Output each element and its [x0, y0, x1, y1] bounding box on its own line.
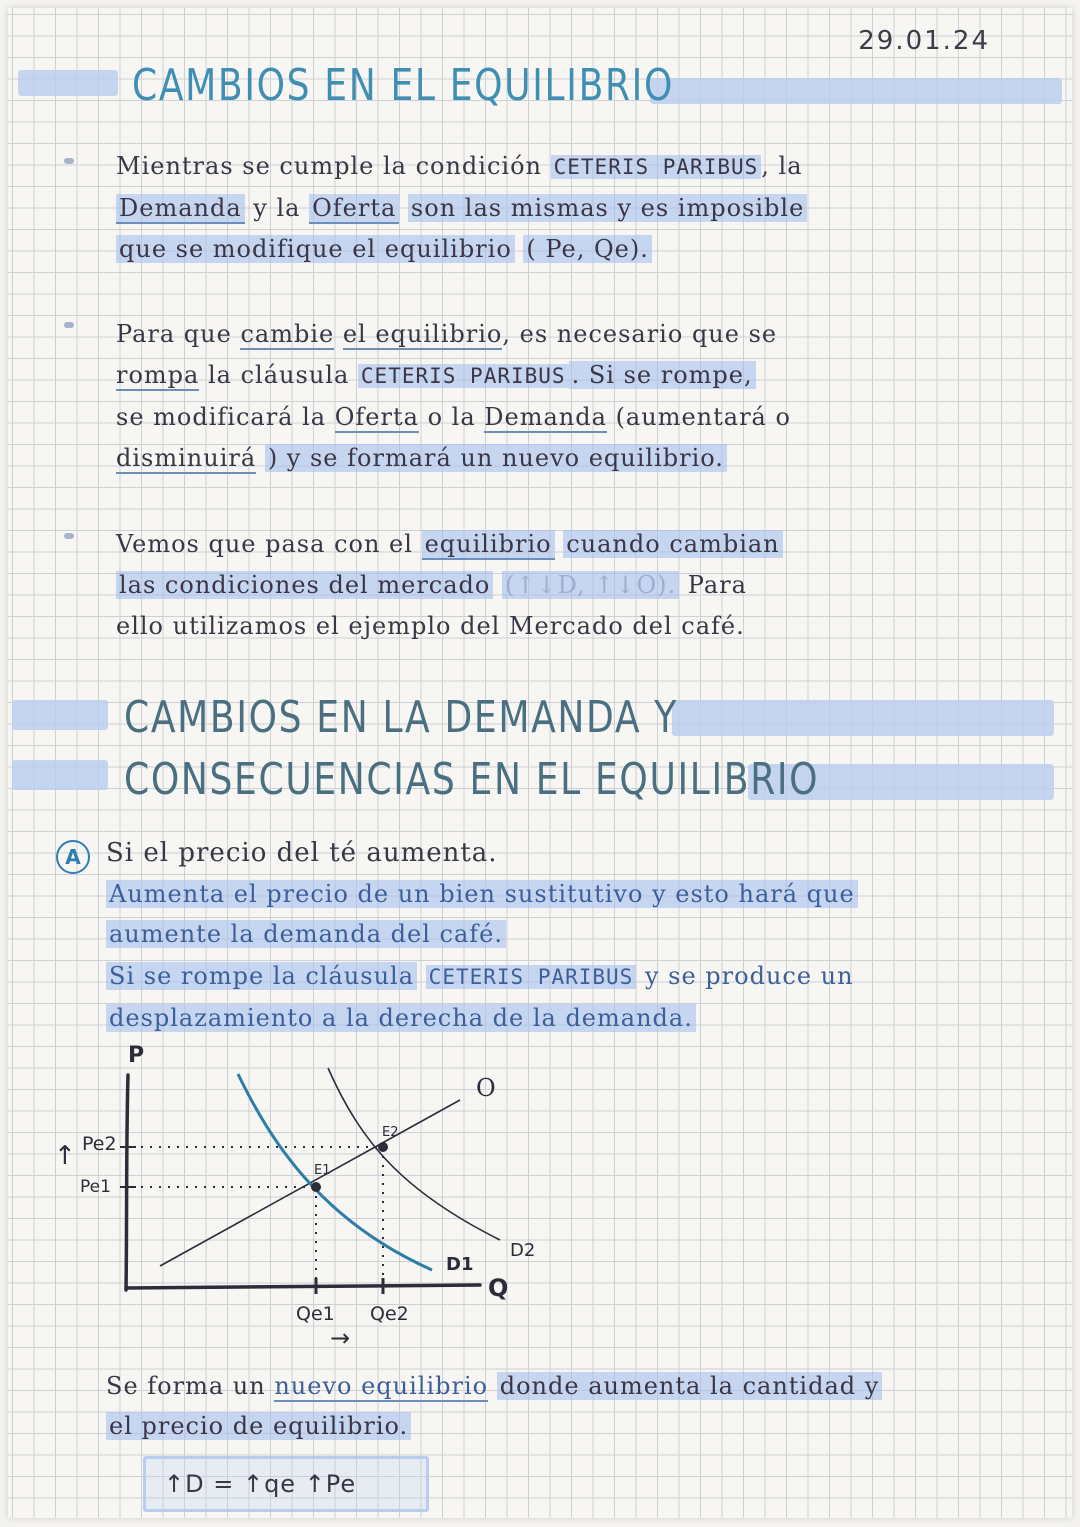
date: 29.01.24	[858, 26, 990, 56]
paragraph-3	[116, 524, 1016, 647]
p2-text: se modificará la	[116, 403, 327, 431]
e1-label: E1	[314, 1163, 331, 1178]
conclusion-text: Se forma un	[106, 1372, 266, 1400]
p3-text: ello utilizamos el ejemplo del Mercado del café.	[116, 612, 745, 640]
p2-text: . Si se rompe,	[569, 361, 756, 389]
p2-ceteris: CETERIS PARIBUS	[358, 364, 569, 388]
p1-demanda: Demanda	[116, 194, 245, 224]
p1-ceteris: CETERIS PARIBUS	[551, 155, 762, 179]
section-a-text: aumente la demanda del café.	[106, 920, 506, 948]
title2-highlight-right-1	[672, 700, 1054, 736]
p1-text: que se modifique el equilibrio	[116, 235, 515, 263]
section-a-marker: A	[56, 840, 90, 874]
bullet-1	[64, 158, 74, 164]
p2-text: o la	[427, 403, 476, 431]
up-arrow: ↑	[54, 1141, 76, 1171]
p2-text: (aumentará o	[615, 403, 791, 431]
demand-curve-d1	[238, 1074, 432, 1270]
p1-text: y la	[253, 194, 301, 222]
p2-text: Para que	[116, 320, 232, 348]
p2-disminuira: disminuirá	[116, 444, 257, 472]
conclusion-text: donde aumenta la cantidad y	[497, 1372, 883, 1400]
x-axis-label: Q	[488, 1274, 509, 1302]
p3-text: las condiciones del mercado	[116, 571, 493, 599]
pe2-label: Pe2	[82, 1133, 117, 1155]
p2-oferta: Oferta	[334, 403, 419, 431]
conclusion-line1	[106, 1372, 1036, 1400]
demand-curve-d2	[328, 1068, 500, 1240]
paragraph-2	[116, 314, 1016, 479]
title-highlight-left	[18, 70, 118, 96]
p1-text: , la	[761, 152, 803, 180]
section-a-text: y se produce un	[644, 962, 854, 990]
qe2-label: Qe2	[370, 1303, 409, 1325]
p2-text: la cláusula	[208, 361, 350, 389]
p2-text: , es necesario que se	[502, 320, 778, 348]
title2-highlight-left-1	[12, 700, 108, 730]
qe1-label: Qe1	[296, 1303, 335, 1325]
p3-text: Para	[687, 571, 747, 599]
bullet-2	[64, 322, 74, 328]
supply-demand-graph	[40, 1030, 600, 1360]
y-axis-label: P	[128, 1043, 145, 1068]
p1-text: son las mismas y es imposible	[408, 194, 807, 222]
p2-rompa: rompa	[116, 361, 200, 389]
p2-equilibrio: el equilibrio	[342, 320, 503, 348]
p3-arrows: (↑↓D, ↑↓O).	[502, 571, 679, 599]
conclusion-text: el precio de equilibrio.	[106, 1412, 411, 1440]
p3-text: Vemos que pasa con el	[116, 530, 413, 558]
section-a-line2	[106, 920, 1036, 948]
title2-highlight-left-2	[12, 760, 108, 790]
p2-cambie: cambie	[240, 320, 335, 348]
section-a-text: Si se rompe la cláusula	[106, 962, 417, 990]
p2-demanda: Demanda	[484, 403, 607, 431]
e2-label: E2	[382, 1125, 399, 1140]
section-a-line4	[106, 1004, 1036, 1032]
p1-text: Mientras se cumple la condición	[116, 152, 542, 180]
section-a-text: Aumenta el precio de un bien sustitutivo y esto hará que	[106, 880, 858, 908]
bullet-3	[64, 533, 74, 539]
p3-equilibrio: equilibrio	[422, 530, 555, 560]
page-title: CAMBIOS EN EL EQUILIBRIO	[132, 60, 675, 111]
supply-label: O	[476, 1074, 496, 1102]
p1-oferta: Oferta	[309, 194, 399, 224]
formula-box: ↑D = ↑qe ↑Pe	[143, 1456, 429, 1512]
section-a-text: desplazamiento a la derecha de la demanda.	[106, 1004, 696, 1032]
x-axis	[126, 1285, 480, 1288]
title-highlight-right	[650, 78, 1062, 104]
section-title-line1: CAMBIOS EN LA DEMANDA Y	[124, 692, 678, 743]
pe1-label: Pe1	[80, 1177, 111, 1197]
p1-pe-qe: ( Pe, Qe).	[523, 235, 651, 263]
paragraph-1	[116, 146, 1016, 270]
section-title-line2: CONSECUENCIAS EN EL EQUILIBRIO	[124, 754, 820, 805]
p2-text: ) y se formará un nuevo equilibrio.	[265, 444, 727, 472]
y-axis	[126, 1075, 128, 1290]
conclusion-line2	[106, 1412, 1036, 1440]
section-a-heading: Si el precio del té aumenta.	[106, 838, 498, 868]
d2-label: D2	[510, 1240, 536, 1261]
conclusion-nuevo-equilibrio: nuevo equilibrio	[274, 1372, 489, 1400]
p3-text: cuando cambian	[563, 530, 782, 558]
section-a-line1	[106, 880, 1036, 908]
section-a-line3	[106, 962, 1036, 990]
right-arrow: →	[330, 1324, 351, 1352]
section-a-ceteris: CETERIS PARIBUS	[426, 965, 637, 989]
d1-label: D1	[446, 1254, 474, 1275]
